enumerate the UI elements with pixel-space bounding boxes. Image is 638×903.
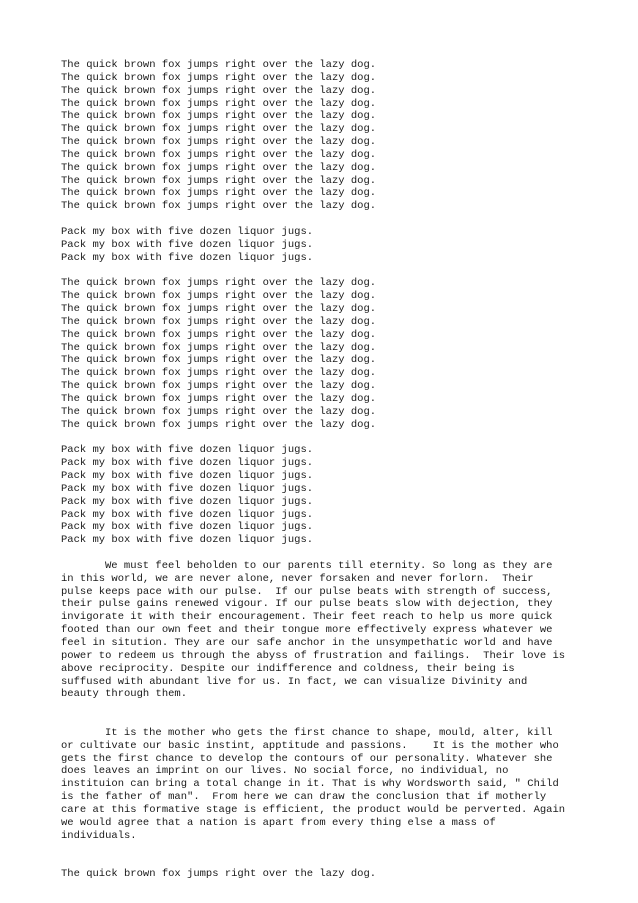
text-line: The quick brown fox jumps right over the lazy dog. <box>61 123 377 136</box>
text-line: The quick brown fox jumps right over the lazy dog. <box>61 380 377 393</box>
text-line: Pack my box with five dozen liquor jugs. <box>61 457 314 470</box>
paragraph <box>61 727 581 843</box>
text-block <box>61 277 581 431</box>
text-line: Pack my box with five dozen liquor jugs. <box>61 534 314 547</box>
text-line: Pack my box with five dozen liquor jugs. <box>61 508 314 521</box>
text-line: individuals. <box>61 829 137 842</box>
text-line: their pulse gains renewed vigour. If our pulse beats slow with dejection, they <box>61 598 553 611</box>
text-line: The quick brown fox jumps right over the lazy dog. <box>61 341 377 354</box>
text-line: above reciprocity. Despite our indifference and coldness, their being is <box>61 662 515 675</box>
text-line: The quick brown fox jumps right over the lazy dog. <box>61 290 377 303</box>
text-block <box>61 444 581 547</box>
text-block <box>61 59 581 213</box>
text-line: The quick brown fox jumps right over the lazy dog. <box>61 328 377 341</box>
text-line: pulse keeps pace with our pulse. If our pulse beats with strength of success, <box>61 585 553 598</box>
paragraph-spacer <box>61 714 581 727</box>
text-line: invigorate it with their encouragement. Their feet reach to help us more quick <box>61 611 553 624</box>
text-line: footed than our own feet and their tongue more effectively express whatever we <box>61 624 553 637</box>
text-line: The quick brown fox jumps right over the lazy dog. <box>61 84 377 97</box>
text-line: The quick brown fox jumps right over the lazy dog. <box>61 174 377 187</box>
text-line: Pack my box with five dozen liquor jugs. <box>61 482 314 495</box>
text-line: feel in sitution. They are our safe anchor in the unsympethatic world and have <box>61 636 553 649</box>
text-line: The quick brown fox jumps right over the lazy dog. <box>61 71 377 84</box>
text-line: Pack my box with five dozen liquor jugs. <box>61 238 314 251</box>
paragraph <box>61 560 581 701</box>
text-line: Pack my box with five dozen liquor jugs. <box>61 470 314 482</box>
text-line: The quick brown fox jumps right over the lazy dog. <box>61 97 377 110</box>
text-line: instituion can bring a total change in it. That is why Wordsworth said, " Child <box>61 778 559 791</box>
text-line: Pack my box with five dozen liquor jugs. <box>61 521 314 534</box>
text-line: The quick brown fox jumps right over the lazy dog. <box>61 405 377 418</box>
text-line: we would agree that a nation is apart from every thing else a mass of <box>61 816 496 829</box>
text-line-content: It is the mother who gets the first chance to shape, mould, alter, kill <box>105 726 553 739</box>
text-line-content: We must feel beholden to our parents till eternity. So long as they are <box>105 559 553 572</box>
text-block <box>61 226 581 265</box>
text-line: The quick brown fox jumps right over the lazy dog. <box>61 59 377 71</box>
text-line: Pack my box with five dozen liquor jugs. <box>61 444 314 457</box>
text-line: The quick brown fox jumps right over the lazy dog. <box>61 110 377 123</box>
text-line: Pack my box with five dozen liquor jugs. <box>61 251 314 264</box>
paragraph-spacer <box>61 855 581 868</box>
text-line: The quick brown fox jumps right over the lazy dog. <box>61 277 377 290</box>
text-line: The quick brown fox jumps right over the lazy dog. <box>61 136 377 149</box>
text-line: is the father of man". From here we can draw the conclusion that if motherly <box>61 791 547 804</box>
text-line: The quick brown fox jumps right over the lazy dog. <box>61 315 377 328</box>
text-line: in this world, we are never alone, never forsaken and never forlorn. Their <box>61 572 534 585</box>
text-line <box>61 560 581 573</box>
text-line: The quick brown fox jumps right over the lazy dog. <box>61 200 377 213</box>
text-line: The quick brown fox jumps right over the lazy dog. <box>61 418 377 431</box>
document-page <box>61 59 581 894</box>
text-line: suffused with abundant live for us. In fact, we can visualize Divinity and <box>61 675 528 688</box>
text-line: The quick brown fox jumps right over the lazy dog. <box>61 868 377 881</box>
text-line: gets the first chance to develop the contours of our personality. Whatever she <box>61 752 553 765</box>
text-line: The quick brown fox jumps right over the lazy dog. <box>61 367 377 380</box>
text-line <box>61 727 581 740</box>
text-line: does leaves an imprint on our lives. No social force, no individual, no <box>61 765 509 778</box>
text-line: The quick brown fox jumps right over the lazy dog. <box>61 187 377 200</box>
text-line: The quick brown fox jumps right over the lazy dog. <box>61 392 377 405</box>
text-line: The quick brown fox jumps right over the lazy dog. <box>61 303 377 316</box>
text-line: power to redeem us through the abyss of frustration and failings. Their love is <box>61 649 566 662</box>
text-block <box>61 868 581 881</box>
text-line: or cultivate our basic instint, apptitude and passions. It is the mother who <box>61 739 559 752</box>
text-line: Pack my box with five dozen liquor jugs. <box>61 225 314 238</box>
text-line: The quick brown fox jumps right over the lazy dog. <box>61 354 377 367</box>
text-line: care at this formative stage is efficient, the product would be perverted. Again <box>61 803 566 816</box>
text-line: Pack my box with five dozen liquor jugs. <box>61 495 314 508</box>
text-line: The quick brown fox jumps right over the lazy dog. <box>61 148 377 161</box>
text-line: beauty through them. <box>61 688 188 701</box>
text-line: The quick brown fox jumps right over the lazy dog. <box>61 161 377 174</box>
